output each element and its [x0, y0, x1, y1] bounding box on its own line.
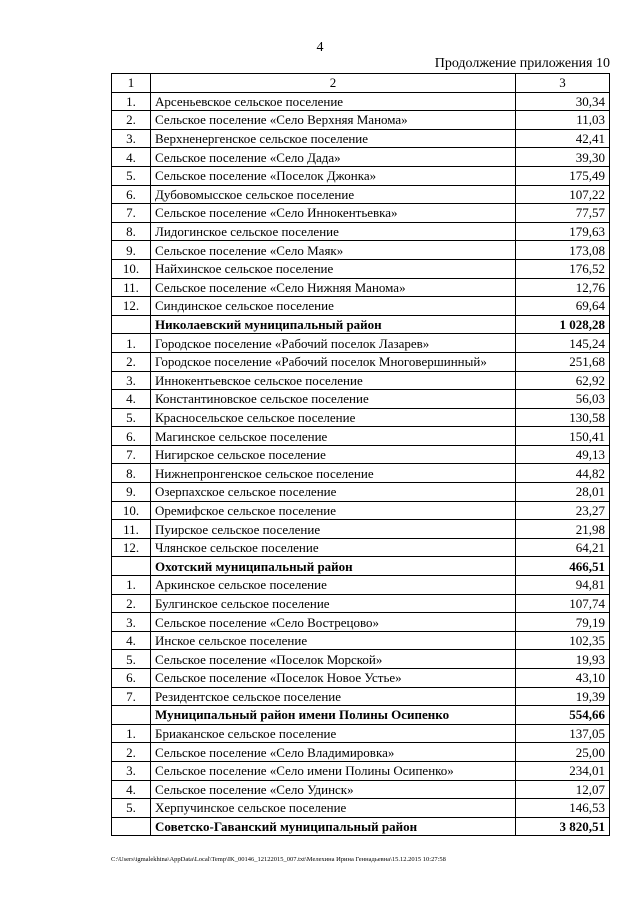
settlement-name: Найхинское сельское поселение: [151, 259, 516, 278]
area-value: 77,57: [516, 204, 610, 223]
area-value: 25,00: [516, 743, 610, 762]
district-total-row: [112, 557, 610, 576]
district-total-row: [112, 706, 610, 725]
page-number: 4: [316, 40, 324, 55]
settlement-name: Озерпахское сельское поселение: [151, 483, 516, 502]
settlement-name: Сельское поселение «Село Удинск»: [151, 780, 516, 799]
settlement-name: Лидогинское сельское поселение: [151, 222, 516, 241]
row-number: 8.: [112, 222, 151, 241]
table-row: [112, 408, 610, 427]
table-row: [112, 520, 610, 539]
continuation-label: Продолжение приложения 10: [434, 56, 610, 71]
area-value: 23,27: [516, 501, 610, 520]
table-row: [112, 799, 610, 818]
settlement-name: Аркинское сельское поселение: [151, 576, 516, 595]
table-row: [112, 297, 610, 316]
settlement-name: Николаевский муниципальный район: [151, 315, 516, 334]
settlement-name: Сельское поселение «Село Иннокентьевка»: [151, 204, 516, 223]
area-value: 79,19: [516, 613, 610, 632]
settlement-name: Херпучинское сельское поселение: [151, 799, 516, 818]
header-row: [112, 74, 610, 93]
district-total-row: [112, 817, 610, 836]
area-value: 19,39: [516, 687, 610, 706]
row-number: 6.: [112, 669, 151, 688]
settlement-name: Сельское поселение «Село имени Полины Осипенко»: [151, 761, 516, 780]
row-number: 1.: [112, 92, 151, 111]
area-value: 176,52: [516, 259, 610, 278]
area-value: 130,58: [516, 408, 610, 427]
area-value: 554,66: [516, 706, 610, 725]
row-number: 4.: [112, 631, 151, 650]
area-value: 12,07: [516, 780, 610, 799]
row-number: 3.: [112, 129, 151, 148]
settlement-name: Городское поселение «Рабочий поселок Лазарев»: [151, 334, 516, 353]
area-value: 62,92: [516, 371, 610, 390]
table-row: [112, 241, 610, 260]
area-value: 179,63: [516, 222, 610, 241]
row-number: 4.: [112, 390, 151, 409]
table-row: [112, 204, 610, 223]
area-value: 145,24: [516, 334, 610, 353]
area-value: 64,21: [516, 538, 610, 557]
row-number: 10.: [112, 501, 151, 520]
settlement-name: Булгинское сельское поселение: [151, 594, 516, 613]
row-number: 3.: [112, 371, 151, 390]
row-number: 11.: [112, 278, 151, 297]
table-row: [112, 427, 610, 446]
district-total-row: [112, 315, 610, 334]
settlement-name: Магинское сельское поселение: [151, 427, 516, 446]
table-row: [112, 92, 610, 111]
row-number: 11.: [112, 520, 151, 539]
table-row: [112, 483, 610, 502]
table-row: [112, 166, 610, 185]
row-number: 12.: [112, 297, 151, 316]
table-row: [112, 222, 610, 241]
settlement-name: Сельское поселение «Поселок Новое Устье»: [151, 669, 516, 688]
settlement-name: Оремифское сельское поселение: [151, 501, 516, 520]
header-cell: 1: [112, 74, 151, 93]
header-cell: 2: [151, 74, 516, 93]
row-number: 7.: [112, 204, 151, 223]
row-number: [112, 557, 151, 576]
area-value: 43,10: [516, 669, 610, 688]
row-number: 3.: [112, 761, 151, 780]
area-value: 94,81: [516, 576, 610, 595]
row-number: [112, 817, 151, 836]
row-number: 7.: [112, 687, 151, 706]
area-value: 11,03: [516, 111, 610, 130]
area-value: 28,01: [516, 483, 610, 502]
area-value: 466,51: [516, 557, 610, 576]
row-number: 6.: [112, 427, 151, 446]
area-value: 173,08: [516, 241, 610, 260]
table-row: [112, 631, 610, 650]
table-row: [112, 576, 610, 595]
row-number: 2.: [112, 111, 151, 130]
table-row: [112, 352, 610, 371]
table-row: [112, 259, 610, 278]
settlement-name: Сельское поселение «Село Маяк»: [151, 241, 516, 260]
area-value: 146,53: [516, 799, 610, 818]
settlement-name: Члянское сельское поселение: [151, 538, 516, 557]
row-number: [112, 315, 151, 334]
row-number: 2.: [112, 352, 151, 371]
area-value: 44,82: [516, 464, 610, 483]
settlement-name: Сельское поселение «Поселок Джонка»: [151, 166, 516, 185]
settlement-name: Нижнепронгенское сельское поселение: [151, 464, 516, 483]
area-value: 42,41: [516, 129, 610, 148]
area-value: 251,68: [516, 352, 610, 371]
row-number: 2.: [112, 743, 151, 762]
row-number: 5.: [112, 650, 151, 669]
area-value: 102,35: [516, 631, 610, 650]
area-value: 175,49: [516, 166, 610, 185]
settlement-name: Сельское поселение «Поселок Морской»: [151, 650, 516, 669]
table-row: [112, 445, 610, 464]
settlement-name: Бриаканское сельское поселение: [151, 724, 516, 743]
table-row: [112, 148, 610, 167]
table-row: [112, 613, 610, 632]
settlement-name: Городское поселение «Рабочий поселок Многовершинный»: [151, 352, 516, 371]
row-number: 1.: [112, 576, 151, 595]
area-value: 56,03: [516, 390, 610, 409]
table-row: [112, 278, 610, 297]
settlement-name: Инское сельское поселение: [151, 631, 516, 650]
area-value: 107,74: [516, 594, 610, 613]
row-number: 2.: [112, 594, 151, 613]
table-row: [112, 761, 610, 780]
settlement-name: Сельское поселение «Село Нижняя Манома»: [151, 278, 516, 297]
area-value: 19,93: [516, 650, 610, 669]
row-number: 4.: [112, 780, 151, 799]
table-row: [112, 687, 610, 706]
settlement-name: Дубовомысское сельское поселение: [151, 185, 516, 204]
area-value: 1 028,28: [516, 315, 610, 334]
area-value: 30,34: [516, 92, 610, 111]
row-number: 6.: [112, 185, 151, 204]
row-number: 9.: [112, 483, 151, 502]
settlement-name: Охотский муниципальный район: [151, 557, 516, 576]
table-row: [112, 594, 610, 613]
settlement-name: Арсеньевское сельское поселение: [151, 92, 516, 111]
row-number: 1.: [112, 334, 151, 353]
row-number: 5.: [112, 799, 151, 818]
settlement-name: Верхненергенское сельское поселение: [151, 129, 516, 148]
settlement-name: Красносельское сельское поселение: [151, 408, 516, 427]
area-value: 150,41: [516, 427, 610, 446]
appendix-table: [111, 73, 610, 836]
row-number: 1.: [112, 724, 151, 743]
table-row: [112, 650, 610, 669]
table-row: [112, 390, 610, 409]
settlement-name: Муниципальный район имени Полины Осипенко: [151, 706, 516, 725]
area-value: 137,05: [516, 724, 610, 743]
table-row: [112, 334, 610, 353]
area-value: 107,22: [516, 185, 610, 204]
row-number: 9.: [112, 241, 151, 260]
area-value: 49,13: [516, 445, 610, 464]
table-row: [112, 111, 610, 130]
area-value: 12,76: [516, 278, 610, 297]
area-value: 234,01: [516, 761, 610, 780]
row-number: 4.: [112, 148, 151, 167]
row-number: 10.: [112, 259, 151, 278]
table-row: [112, 538, 610, 557]
table-row: [112, 185, 610, 204]
table-row: [112, 780, 610, 799]
settlement-name: Нигирское сельское поселение: [151, 445, 516, 464]
table-row: [112, 669, 610, 688]
settlement-name: Резидентское сельское поселение: [151, 687, 516, 706]
row-number: 7.: [112, 445, 151, 464]
settlement-name: Сельское поселение «Село Владимировка»: [151, 743, 516, 762]
area-value: 39,30: [516, 148, 610, 167]
header-cell: 3: [516, 74, 610, 93]
row-number: [112, 706, 151, 725]
settlement-name: Иннокентьевское сельское поселение: [151, 371, 516, 390]
settlement-name: Сельское поселение «Село Дада»: [151, 148, 516, 167]
row-number: 5.: [112, 408, 151, 427]
table-row: [112, 501, 610, 520]
row-number: 5.: [112, 166, 151, 185]
table-row: [112, 743, 610, 762]
row-number: 3.: [112, 613, 151, 632]
table-row: [112, 724, 610, 743]
row-number: 8.: [112, 464, 151, 483]
table-row: [112, 464, 610, 483]
settlement-name: Константиновское сельское поселение: [151, 390, 516, 409]
table-row: [112, 129, 610, 148]
table-row: [112, 371, 610, 390]
settlement-name: Синдинское сельское поселение: [151, 297, 516, 316]
row-number: 12.: [112, 538, 151, 557]
settlement-name: Сельское поселение «Село Верхняя Манома»: [151, 111, 516, 130]
settlement-name: Сельское поселение «Село Вострецово»: [151, 613, 516, 632]
area-value: 21,98: [516, 520, 610, 539]
area-value: 69,64: [516, 297, 610, 316]
file-path-footer: C:\Users\igmalekhina\AppData\Local\Temp\IK_00146_12122015_007.txt\Мелехина Ирина Геннадьевна\15.12.2015 10:27:58: [111, 856, 446, 863]
settlement-name: Пуирское сельское поселение: [151, 520, 516, 539]
settlement-name: Советско-Гаванский муниципальный район: [151, 817, 516, 836]
area-value: 3 820,51: [516, 817, 610, 836]
